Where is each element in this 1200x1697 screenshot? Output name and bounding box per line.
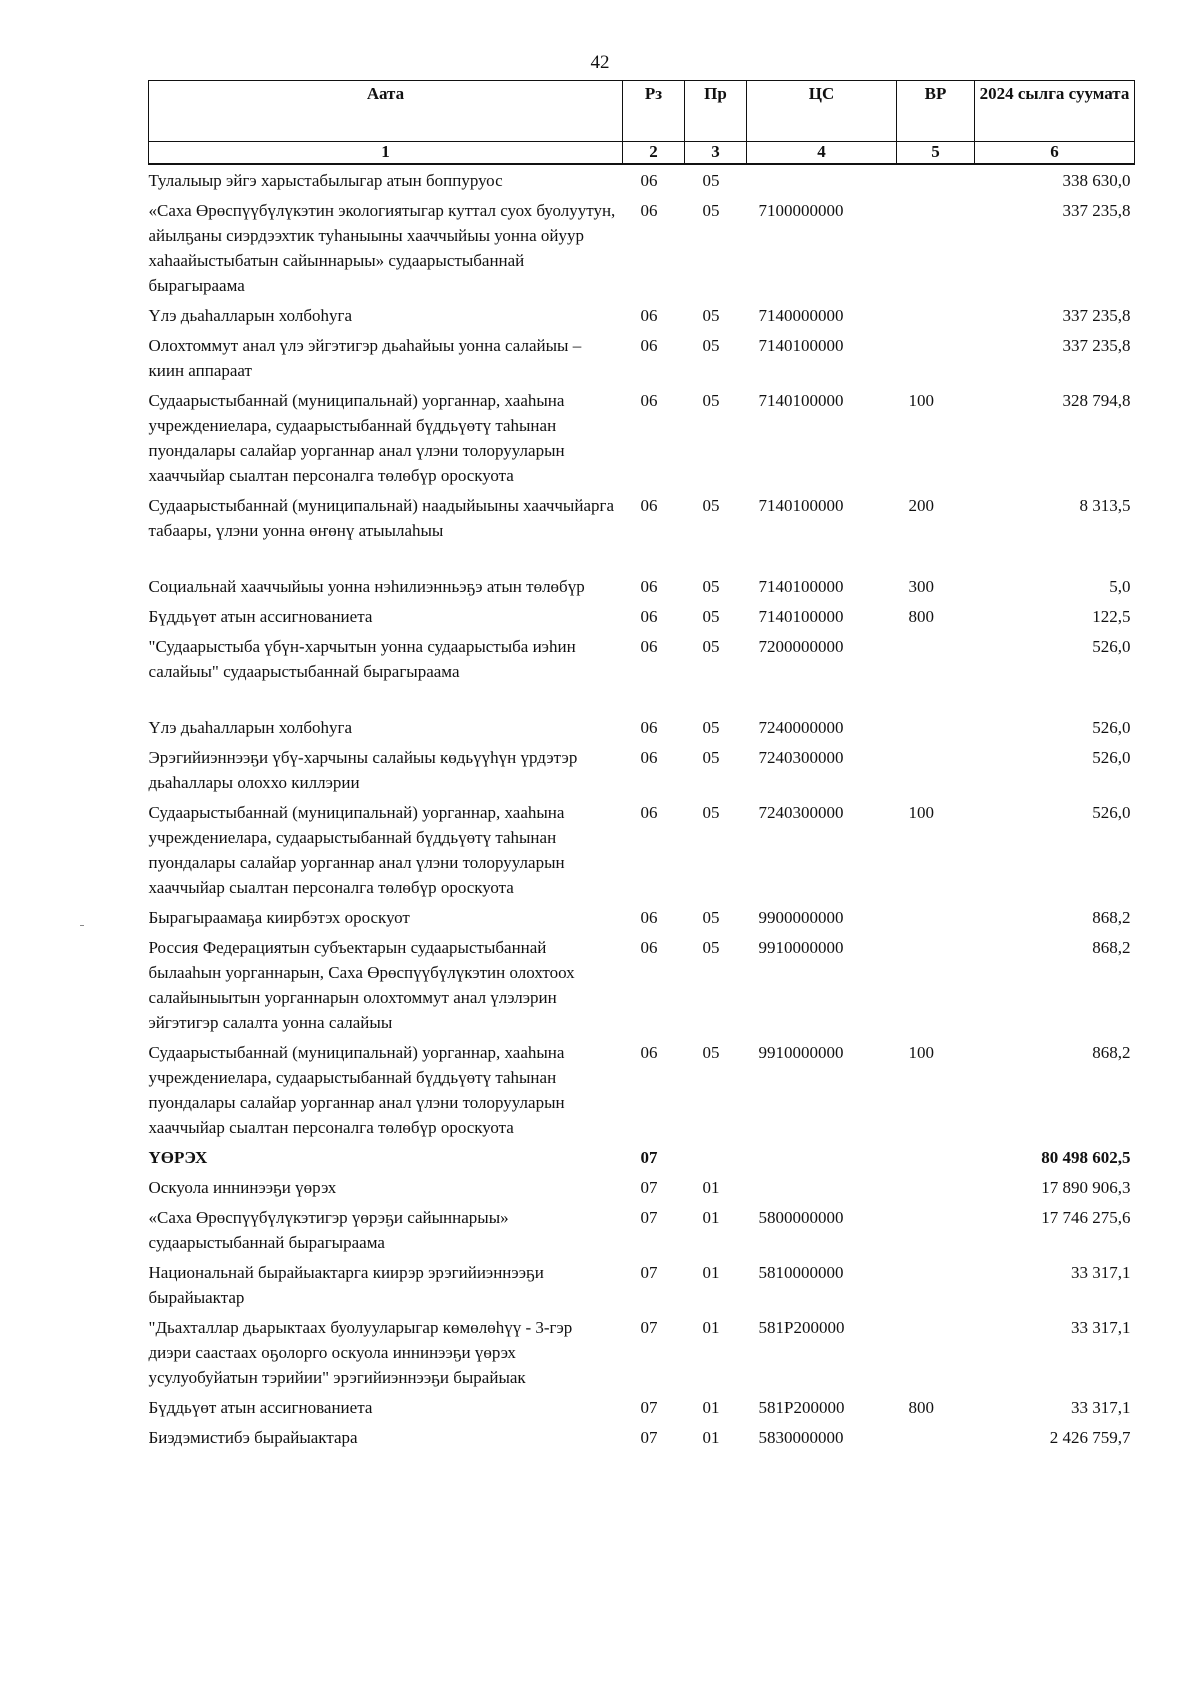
cell-vr bbox=[897, 712, 975, 742]
budget-table bbox=[148, 80, 1135, 1452]
cell-vr: 100 bbox=[908, 1043, 934, 1062]
cell-cs: 5800000000 bbox=[758, 1208, 844, 1227]
header-name: Аата bbox=[149, 81, 623, 142]
cell-pr: 05 bbox=[702, 718, 720, 737]
cell-sum: 868,2 bbox=[1092, 908, 1131, 927]
cell-pr: 05 bbox=[702, 607, 720, 626]
cell-name: Тулалыыр эйгэ харыстабылыгар атын боппуруос bbox=[148, 171, 503, 190]
cell-vr bbox=[897, 1142, 975, 1172]
cell-name: "Дьахталлар дьарыктаах буолууларыгар көмөлөһүү - 3-гэр диэри саастаах оҕолорго оскуола иннинээҕи үөрэх усулуобуйатын тэрийии" эрэгийиэннээҕи бырайыак bbox=[148, 1318, 573, 1387]
cell-pr: 05 bbox=[702, 201, 720, 220]
cell-vr bbox=[897, 631, 975, 712]
cell-rz: 07 bbox=[640, 1428, 658, 1447]
cell-name: «Саха Өрөспүүбүлүкэтин экологиятыгар куттал суох буолуутун, айылҕаны сиэрдээхтик туһаныыны хааччыйыы уонна ойуур хаһаайыстыбатын сайыннарыы» судаарыстыбаннай бырагыраама bbox=[148, 201, 616, 295]
cell-sum: 337 235,8 bbox=[1062, 336, 1131, 355]
cell-sum: 17 890 906,3 bbox=[1041, 1178, 1131, 1197]
cell-cs: 7140100000 bbox=[758, 391, 844, 410]
cell-sum: 337 235,8 bbox=[1062, 306, 1131, 325]
cell-name: Олохтоммут анал үлэ эйгэтигэр дьаһайыы уонна салайыы – киин аппараат bbox=[148, 336, 582, 380]
cell-vr bbox=[897, 1422, 975, 1452]
cell-rz: 07 bbox=[640, 1208, 658, 1227]
cell-rz: 07 bbox=[640, 1148, 658, 1167]
table-row bbox=[149, 932, 1135, 1037]
cell-vr: 800 bbox=[908, 607, 934, 626]
cell-name: ҮӨРЭХ bbox=[148, 1148, 208, 1167]
cell-cs: 7140100000 bbox=[758, 336, 844, 355]
cell-pr: 05 bbox=[702, 938, 720, 957]
cell-sum: 328 794,8 bbox=[1062, 391, 1131, 410]
cell-cs: 7140100000 bbox=[758, 496, 844, 515]
cell-sum: 17 746 275,6 bbox=[1041, 1208, 1131, 1227]
column-number: 2 bbox=[623, 142, 685, 165]
table-row bbox=[149, 631, 1135, 712]
cell-vr: 300 bbox=[908, 577, 934, 596]
cell-cs: 7140000000 bbox=[758, 306, 844, 325]
cell-rz: 06 bbox=[640, 718, 658, 737]
header-vr: ВР bbox=[897, 81, 975, 142]
cell-sum: 526,0 bbox=[1092, 803, 1131, 822]
table-row bbox=[149, 164, 1135, 195]
cell-vr: 100 bbox=[908, 803, 934, 822]
cell-name: Судаарыстыбаннай (муниципальнай) уорганнар, хааһына учреждениелара, судаарыстыбаннай бүддьүөтү таһынан пуондалары салайар уорганнар анал үлэни толорууларын хааччыйар сыалтан персоналга төлөбүр ороскуота bbox=[148, 803, 565, 897]
cell-vr: 800 bbox=[908, 1398, 934, 1417]
cell-vr: 100 bbox=[908, 391, 934, 410]
table-row bbox=[149, 385, 1135, 490]
header-row bbox=[149, 81, 1135, 142]
cell-sum: 338 630,0 bbox=[1062, 171, 1131, 190]
table-row bbox=[149, 797, 1135, 902]
column-number: 4 bbox=[747, 142, 897, 165]
cell-cs: 7140100000 bbox=[758, 607, 844, 626]
cell-rz: 06 bbox=[640, 803, 658, 822]
cell-sum: 122,5 bbox=[1092, 607, 1131, 626]
cell-sum: 526,0 bbox=[1092, 718, 1131, 737]
cell-sum: 5,0 bbox=[1109, 577, 1131, 596]
cell-pr: 05 bbox=[702, 803, 720, 822]
table-row bbox=[149, 1257, 1135, 1312]
cell-vr bbox=[897, 300, 975, 330]
cell-pr: 05 bbox=[702, 171, 720, 190]
table-row bbox=[149, 712, 1135, 742]
cell-rz: 07 bbox=[640, 1263, 658, 1282]
cell-name: Россия Федерациятын субъектарын судаарыстыбаннай былааһын уорганнарын, Саха Өрөспүүбүлүкэтин олохтоох салайыныытын уорганнарын олохтоммут анал үлэлэрин эйгэтигэр салалта уонна салайыы bbox=[148, 938, 575, 1032]
table-row bbox=[149, 571, 1135, 601]
cell-pr bbox=[685, 1142, 747, 1172]
cell-name: Национальнай бырайыактарга киирэр эрэгийиэннээҕи бырайыактар bbox=[148, 1263, 544, 1307]
cell-cs bbox=[747, 164, 897, 195]
column-number: 5 bbox=[897, 142, 975, 165]
cell-rz: 06 bbox=[640, 637, 658, 656]
cell-name: Эрэгийиэннээҕи үбү-харчыны салайыы көдьүүһүн үрдэтэр дьаһаллары олоххо киллэрии bbox=[148, 748, 578, 792]
cell-name: Судаарыстыбаннай (муниципальнай) уорганнар, хааһына учреждениелара, судаарыстыбаннай бүддьүөтү таһынан пуондалары салайар уорганнар анал үлэни толорууларын хааччыйар сыалтан персоналга төлөбүр ороскуота bbox=[148, 391, 565, 485]
cell-cs: 7240300000 bbox=[758, 803, 844, 822]
table-header bbox=[149, 81, 1135, 165]
cell-cs: 581Р200000 bbox=[758, 1398, 845, 1417]
cell-pr: 05 bbox=[702, 908, 720, 927]
cell-name: Бүддьүөт атын ассигнованиета bbox=[148, 1398, 373, 1417]
header-cs: ЦС bbox=[747, 81, 897, 142]
cell-pr: 01 bbox=[702, 1178, 720, 1197]
header-sum: 2024 сылга суумата bbox=[975, 81, 1135, 142]
cell-vr bbox=[897, 932, 975, 1037]
header-pr: Пр bbox=[685, 81, 747, 142]
cell-cs: 9910000000 bbox=[758, 938, 844, 957]
cell-cs: 7240000000 bbox=[758, 718, 844, 737]
cell-rz: 06 bbox=[640, 201, 658, 220]
cell-cs: 9900000000 bbox=[758, 908, 844, 927]
table-row bbox=[149, 490, 1135, 571]
cell-rz: 06 bbox=[640, 938, 658, 957]
cell-name: Бырагыраамаҕа киирбэтэх ороскуот bbox=[148, 908, 410, 927]
cell-name: Судаарыстыбаннай (муниципальнай) наадыйыыны хааччыйарга табаары, үлэни уонна өҥөнү атыылаһыы bbox=[148, 496, 615, 540]
cell-name: Социальнай хааччыйыы уонна нэһилиэнньэҕэ атын төлөбүр bbox=[148, 577, 585, 596]
cell-rz: 06 bbox=[640, 336, 658, 355]
cell-name: Оскуола иннинээҕи үөрэх bbox=[148, 1178, 337, 1197]
table-row bbox=[149, 1422, 1135, 1452]
cell-rz: 06 bbox=[640, 748, 658, 767]
cell-pr: 01 bbox=[702, 1398, 720, 1417]
table-row bbox=[149, 330, 1135, 385]
cell-pr: 01 bbox=[702, 1263, 720, 1282]
cell-vr bbox=[897, 1312, 975, 1392]
table-row bbox=[149, 195, 1135, 300]
cell-pr: 05 bbox=[702, 577, 720, 596]
cell-pr: 05 bbox=[702, 496, 720, 515]
cell-vr bbox=[897, 902, 975, 932]
cell-sum: 337 235,8 bbox=[1062, 201, 1131, 220]
cell-rz: 06 bbox=[640, 607, 658, 626]
cell-cs: 7200000000 bbox=[758, 637, 844, 656]
table-row bbox=[149, 1312, 1135, 1392]
cell-sum: 868,2 bbox=[1092, 1043, 1131, 1062]
column-number: 3 bbox=[685, 142, 747, 165]
column-number: 6 bbox=[975, 142, 1135, 165]
cell-rz: 06 bbox=[640, 306, 658, 325]
cell-vr bbox=[897, 742, 975, 797]
cell-cs: 7240300000 bbox=[758, 748, 844, 767]
table-row bbox=[149, 1392, 1135, 1422]
cell-pr: 05 bbox=[702, 306, 720, 325]
table-row bbox=[149, 601, 1135, 631]
cell-vr: 200 bbox=[908, 496, 934, 515]
table-row bbox=[149, 1142, 1135, 1172]
table-row bbox=[149, 1037, 1135, 1142]
cell-pr: 01 bbox=[702, 1428, 720, 1447]
cell-rz: 07 bbox=[640, 1318, 658, 1337]
column-number: 1 bbox=[149, 142, 623, 165]
cell-vr bbox=[897, 1257, 975, 1312]
cell-vr bbox=[897, 195, 975, 300]
cell-pr: 05 bbox=[702, 336, 720, 355]
cell-cs: 581Р200000 bbox=[758, 1318, 845, 1337]
cell-pr: 05 bbox=[702, 1043, 720, 1062]
cell-cs: 7140100000 bbox=[758, 577, 844, 596]
cell-rz: 06 bbox=[640, 171, 658, 190]
cell-vr bbox=[897, 164, 975, 195]
cell-cs: 9910000000 bbox=[758, 1043, 844, 1062]
column-number-row bbox=[149, 142, 1135, 165]
cell-sum: 526,0 bbox=[1092, 637, 1131, 656]
table-row bbox=[149, 1172, 1135, 1202]
cell-sum: 33 317,1 bbox=[1071, 1398, 1131, 1417]
cell-cs bbox=[747, 1142, 897, 1172]
cell-sum: 80 498 602,5 bbox=[1041, 1148, 1131, 1167]
cell-pr: 01 bbox=[702, 1208, 720, 1227]
cell-cs: 7100000000 bbox=[758, 201, 844, 220]
page-number: 42 bbox=[590, 52, 610, 73]
cell-cs: 5810000000 bbox=[758, 1263, 844, 1282]
cell-rz: 06 bbox=[640, 577, 658, 596]
cell-pr: 05 bbox=[702, 748, 720, 767]
cell-sum: 868,2 bbox=[1092, 938, 1131, 957]
cell-name: Судаарыстыбаннай (муниципальнай) уорганнар, хааһына учреждениелара, судаарыстыбаннай бүддьүөтү таһынан пуондалары салайар уорганнар анал үлэни толорууларын хааччыйар сыалтан персоналга төлөбүр ороскуота bbox=[148, 1043, 565, 1137]
cell-rz: 06 bbox=[640, 908, 658, 927]
cell-rz: 07 bbox=[640, 1178, 658, 1197]
header-rz: Рз bbox=[623, 81, 685, 142]
cell-rz: 06 bbox=[640, 496, 658, 515]
cell-vr bbox=[897, 330, 975, 385]
cell-rz: 06 bbox=[640, 391, 658, 410]
cell-name: «Саха Өрөспүүбүлүкэтигэр үөрэҕи сайыннарыы» судаарыстыбаннай бырагыраама bbox=[148, 1208, 509, 1252]
cell-cs: 5830000000 bbox=[758, 1428, 844, 1447]
cell-name: "Судаарыстыба үбүн-харчытын уонна судаарыстыба иэһин салайыы" судаарыстыбаннай бырагыраама bbox=[148, 637, 576, 681]
cell-vr bbox=[897, 1172, 975, 1202]
cell-vr bbox=[897, 1202, 975, 1257]
table-row bbox=[149, 742, 1135, 797]
cell-name: Бүддьүөт атын ассигнованиета bbox=[148, 607, 373, 626]
cell-name: Үлэ дьаһалларын холбоһуга bbox=[148, 718, 353, 737]
cell-sum: 2 426 759,7 bbox=[1049, 1428, 1131, 1447]
cell-sum: 33 317,1 bbox=[1071, 1263, 1131, 1282]
cell-rz: 06 bbox=[640, 1043, 658, 1062]
cell-cs bbox=[747, 1172, 897, 1202]
cell-sum: 526,0 bbox=[1092, 748, 1131, 767]
cell-name: Биэдэмистибэ бырайыактара bbox=[148, 1428, 358, 1447]
cell-sum: 33 317,1 bbox=[1071, 1318, 1131, 1337]
cell-pr: 05 bbox=[702, 637, 720, 656]
cell-rz: 07 bbox=[640, 1398, 658, 1417]
table-row bbox=[149, 300, 1135, 330]
cell-pr: 05 bbox=[702, 391, 720, 410]
cell-sum: 8 313,5 bbox=[1079, 496, 1131, 515]
table-row bbox=[149, 1202, 1135, 1257]
cell-pr: 01 bbox=[702, 1318, 720, 1337]
table-body bbox=[149, 164, 1135, 1452]
cell-name: Үлэ дьаһалларын холбоһуга bbox=[148, 306, 353, 325]
scan-mark bbox=[80, 925, 84, 926]
table-row bbox=[149, 902, 1135, 932]
